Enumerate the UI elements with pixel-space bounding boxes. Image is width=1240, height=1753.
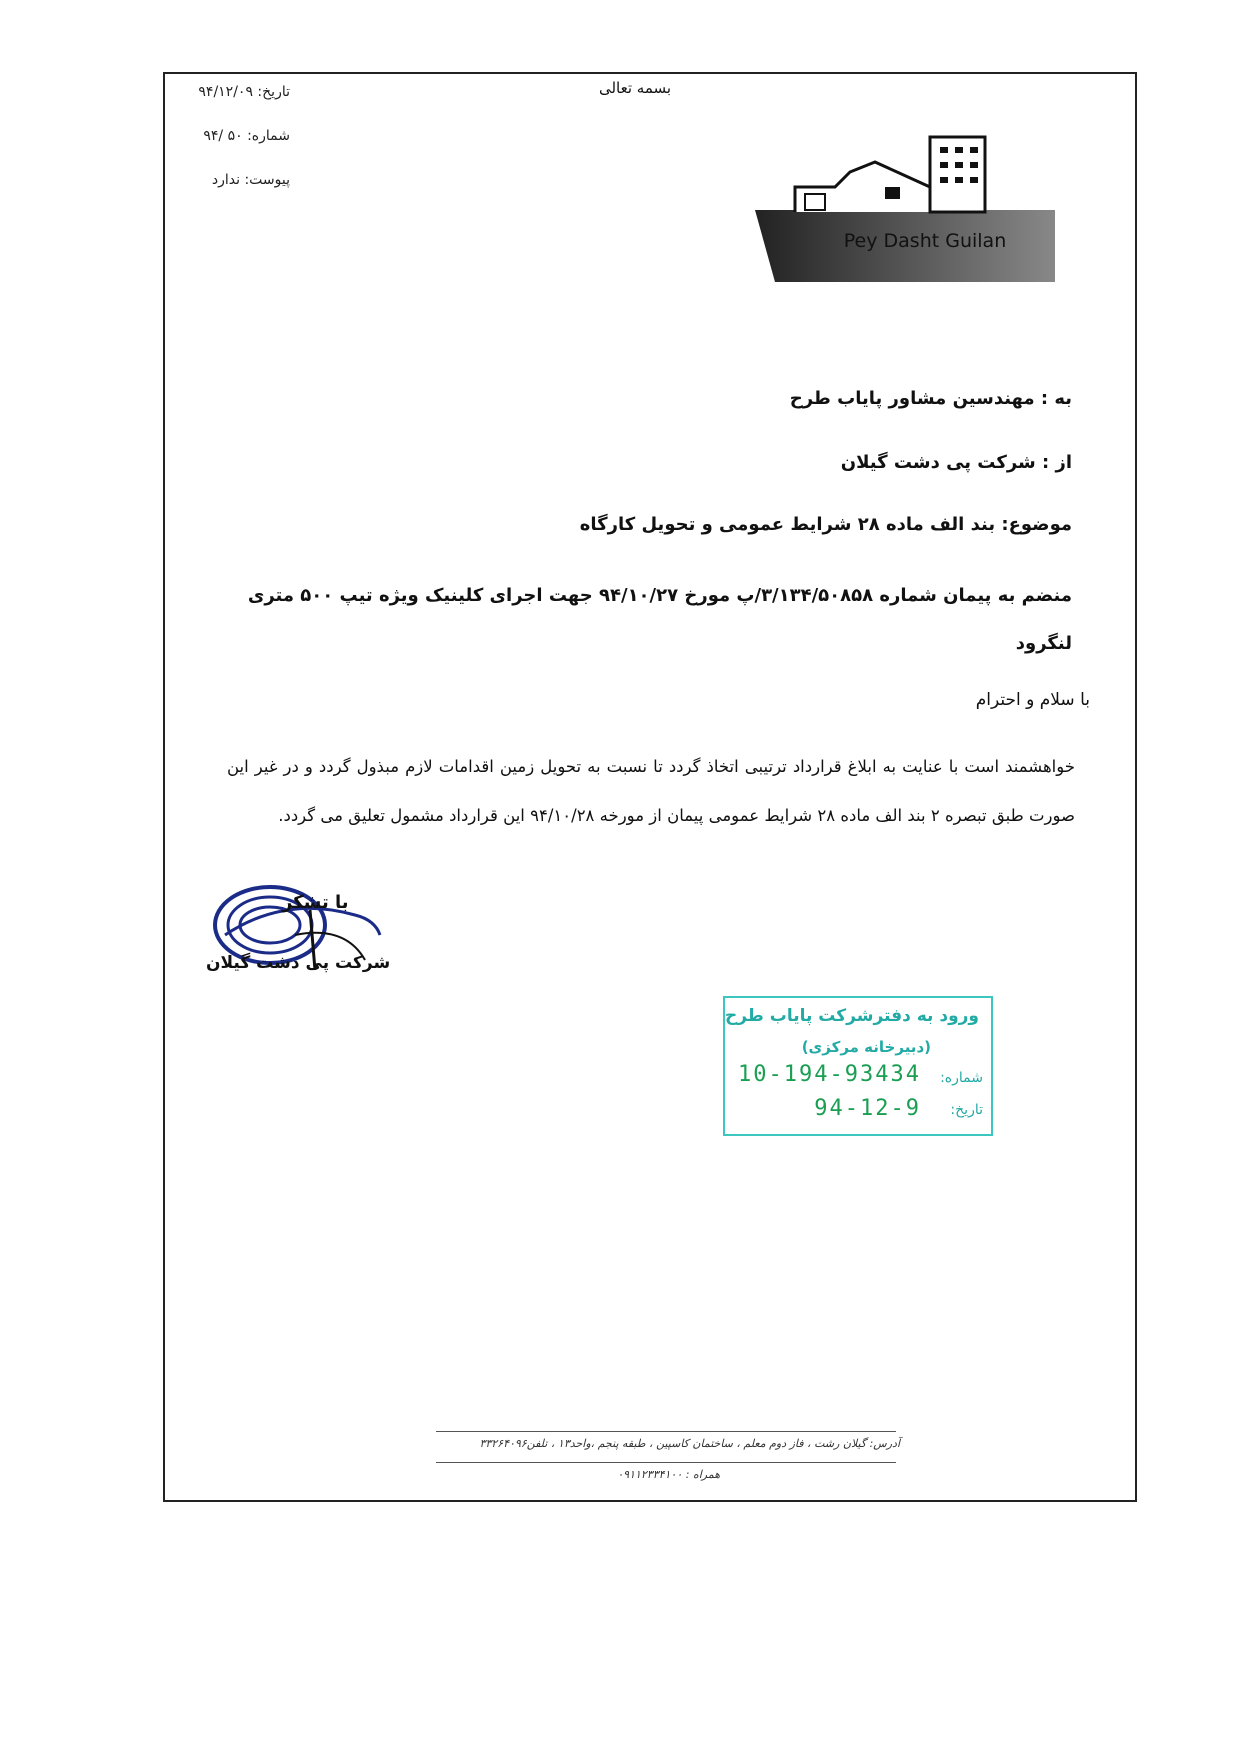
subject: موضوع: بند الف ماده ۲۸ شرایط عمومی و تحویل کارگاه <box>579 514 1072 535</box>
date-value: ۹۴/۱۲/۰۹ <box>198 84 253 100</box>
number-label: شماره: <box>247 128 290 144</box>
number-line <box>203 128 290 144</box>
footer-divider <box>436 1431 896 1432</box>
attachment-line <box>212 172 290 188</box>
number-value: ۵۰ /۹۴ <box>203 128 243 144</box>
stamp-number-label: شماره: <box>940 1070 983 1086</box>
company-logo <box>755 132 1065 282</box>
stamp-subtitle: (دبیرخانه مرکزی) <box>801 1038 931 1056</box>
stamp-number-value: 10-194-93434 <box>738 1062 921 1087</box>
incoming-stamp <box>723 996 993 1136</box>
date-line <box>198 84 290 100</box>
greeting: با سلام و احترام <box>975 690 1090 710</box>
letter-body: خواهشمند است با عنایت به ابلاغ قرارداد ترتیبی اتخاذ گردد تا نسبت به تحویل زمین اقدامات لازم مبذول گردد و در غیر این صورت طبق تبصره ۲ بند الف ماده ۲۸ شرایط عمومی پیمان از مورخه ۹۴/۱۰/۲۸ این قرارداد مشمول تعلیق می گردد. <box>227 757 1075 825</box>
sender: از : شرکت پی دشت گیلان <box>840 452 1072 473</box>
signature-company: شرکت پی دشت گیلان <box>206 953 391 973</box>
stamp-date-label: تاریخ: <box>950 1102 983 1118</box>
contract-reference: منضم به پیمان شماره ۳/۱۳۴/۵۰۸۵۸/پ مورخ ۹۴/۱۰/۲۷ جهت اجرای کلینیک ویژه تیپ ۵۰۰ متری لنگرود <box>247 585 1072 654</box>
stamp-date-value: 94-12-9 <box>814 1096 921 1121</box>
attachment-value: ندارد <box>211 172 240 188</box>
footer-mobile: همراه : ۰۹۱۱۲۳۳۴۱۰۰ <box>617 1468 720 1481</box>
logo-text: Pey Dasht Guilan <box>843 230 1007 252</box>
footer-divider-2 <box>436 1462 896 1463</box>
attachment-label: پیوست: <box>244 172 290 188</box>
date-label: تاریخ: <box>257 84 290 100</box>
bismillah: بسمه تعالی <box>598 79 672 97</box>
stamp-title: ورود به دفترشرکت پایاب طرح <box>724 1006 979 1026</box>
signature-thanks: با تشکر <box>282 892 349 913</box>
logo-windows <box>940 147 978 183</box>
footer-address: آدرس: گیلان رشت ، فاز دوم معلم ، ساختمان کاسپین ، طبقه پنجم ،واحد۱۳ ، تلفن۳۳۲۶۴۰۹۶ <box>479 1437 900 1450</box>
recipient: به : مهندسین مشاور پایاب طرح <box>789 388 1072 409</box>
